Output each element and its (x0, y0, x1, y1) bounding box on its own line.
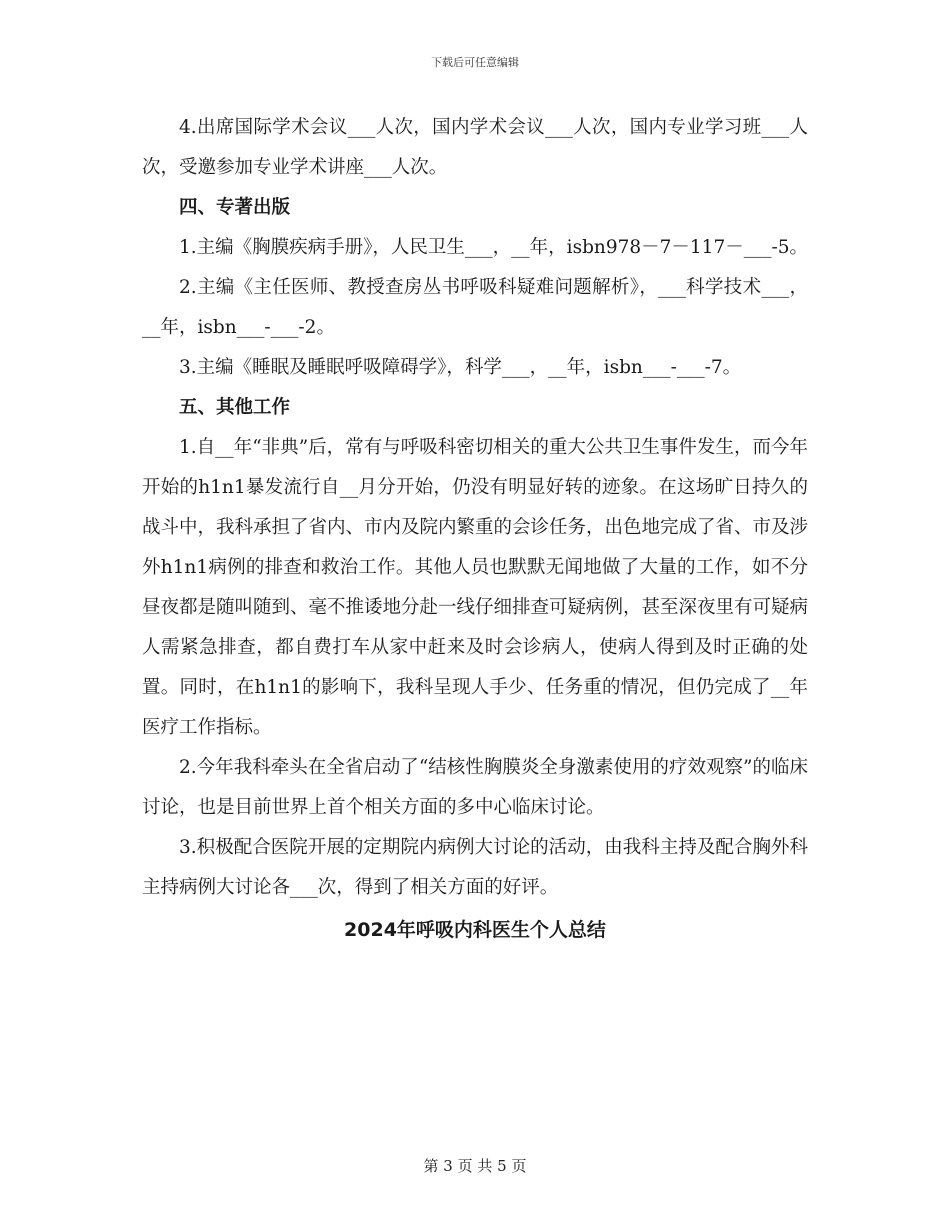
paragraph-other-2: 2.今年我科牵头在全省启动了“结核性胸膜炎全身激素使用的疗效观察”的临床讨论，也是目前世界上首个相关方面的多中心临床讨论。 (142, 757, 808, 818)
paragraph-other-3: 3.积极配合医院开展的定期院内病例大讨论的活动，由我科主持及配合胸外科主持病例大讨论各___次，得到了相关方面的好评。 (142, 837, 808, 898)
section-heading-other-work: 五、其他工作 (179, 397, 291, 418)
paragraph-other-1: 1.自__年“非典”后，常有与呼吸科密切相关的重大公共卫生事件发生，而今年开始的h1n1暴发流行自__月分开始，仍没有明显好转的迹象。在这场旷日持久的战斗中，我科承担了省内、市内及院内繁重的会诊任务，出色地完成了省、市及涉外h1n1病例的排查和救治工作。其他人员也默默无闻地做了大量的工作，如不分昼夜都是随叫随到、毫不推诿地分赴一线仔细排查可疑病例，甚至深夜里有可疑病人需紧急排查，都自费打车从家中赶来及时会诊病人，使病人得到及时正确的处置。同时，在h1n1的影响下，我科呈现人手少、任务重的情况，但仍完成了__年医疗工作指标。 (142, 437, 809, 738)
paragraph-book-3: 3.主编《睡眠及睡眠呼吸障碍学》，科学___，__年，isbn___-___-7。 (179, 357, 742, 378)
page-footer: 第 3 页 共 5 页 (423, 1157, 527, 1175)
page-content (142, 108, 808, 950)
section-heading-books: 四、专著出版 (179, 197, 291, 218)
paragraph-item-4: 4.出席国际学术会议___人次，国内学术会议___人次，国内专业学习班___人次，受邀参加专业学术讲座___人次。 (142, 117, 808, 178)
page-header: 下载后可任意编辑 (431, 56, 519, 69)
paragraph-book-1: 1.主编《胸膜疾病手册》，人民卫生___，__年，isbn978－7－117－___-5。 (179, 237, 808, 258)
paragraph-book-2: 2.主编《主任医师、教授查房丛书呼吸科疑难问题解析》，___科学技术___，__年，isbn___-___-2。 (142, 277, 808, 338)
document-title: 2024年呼吸内科医生个人总结 (344, 919, 606, 941)
